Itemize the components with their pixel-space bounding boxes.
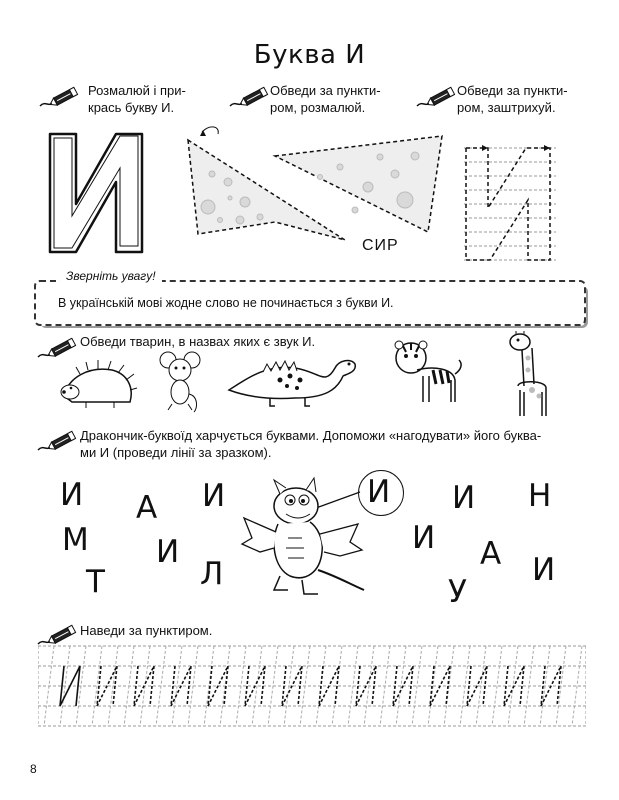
cheese-pieces[interactable] <box>180 122 450 252</box>
maze-letter[interactable]: У <box>448 574 467 610</box>
instruction-trace-hatch: Обведи за пункти- ром, заштрихуй. <box>457 83 568 115</box>
instruction-dragon: Дракончик-буквоїд харчується буквами. Допоможи «нагодувати» його буква- ми И (проведи лінії за зразком). <box>80 428 542 460</box>
instruction-trace-row: Наведи за пунктиром. <box>80 623 213 638</box>
cheese-label: СИР <box>362 237 399 254</box>
maze-letter[interactable]: И <box>202 478 226 514</box>
pencil-icon <box>38 84 82 110</box>
maze-letter[interactable]: М <box>62 522 89 558</box>
giraffe-image[interactable] <box>506 330 551 420</box>
maze-letter[interactable]: А <box>136 490 158 526</box>
pencil-icon <box>228 84 272 110</box>
maze-letter[interactable]: А <box>480 536 502 572</box>
circled-letter[interactable]: И <box>367 474 391 510</box>
hedgehog-image[interactable] <box>58 358 138 412</box>
maze-letter[interactable]: Н <box>528 478 552 514</box>
page-title: Буква И <box>253 40 366 70</box>
page-number: 8 <box>30 762 37 776</box>
dinosaur-image[interactable] <box>225 350 360 410</box>
maze-letter[interactable]: Т <box>86 564 105 600</box>
maze-letter[interactable]: И <box>412 520 436 556</box>
maze-letter[interactable]: И <box>452 480 476 516</box>
maze-letter[interactable]: И <box>60 477 84 513</box>
pencil-icon <box>415 84 459 110</box>
instruction-trace-colour: Обведи за пункти- ром, розмалюй. <box>270 83 381 115</box>
maze-letter[interactable]: И <box>156 534 180 570</box>
tiger-image[interactable] <box>393 340 465 408</box>
note-text: В українській мові жодне слово не починається з букви И. <box>58 296 394 310</box>
tracing-grid[interactable] <box>38 644 586 734</box>
dotted-letter-hatch[interactable] <box>460 142 560 267</box>
mouse-image[interactable] <box>158 350 202 415</box>
note-label: Зверніть увагу! <box>60 269 162 283</box>
dragon-image[interactable] <box>240 472 370 607</box>
instruction-animals: Обведи тварин, в назвах яких є звук И. <box>80 334 316 349</box>
pencil-icon <box>36 428 80 454</box>
instruction-colour: Розмалюй і при- крась букву И. <box>88 83 186 115</box>
maze-letter[interactable]: И <box>532 552 556 588</box>
maze-letter[interactable]: Л <box>200 556 224 592</box>
big-letter-outline[interactable] <box>42 130 160 260</box>
